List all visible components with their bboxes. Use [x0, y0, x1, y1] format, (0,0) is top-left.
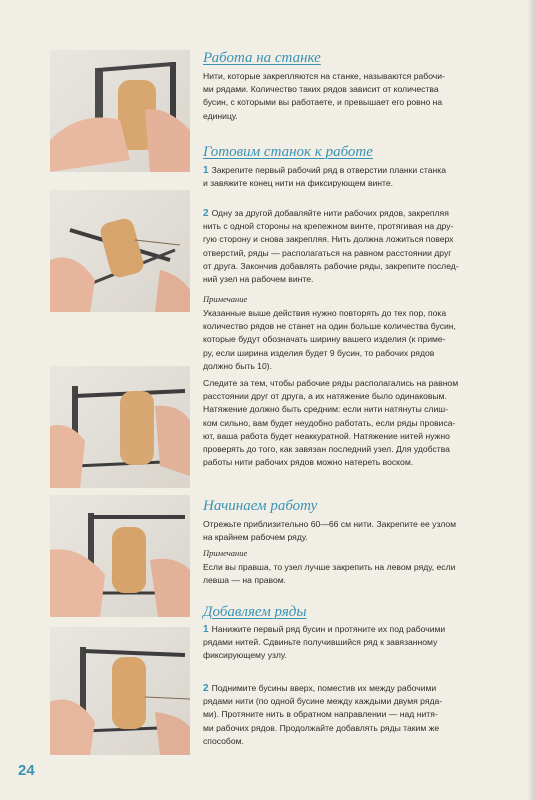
note-label: Примечание: [203, 548, 248, 558]
text-line: расстоянии друг от друга, а их натяжение было одинаковым.: [203, 391, 447, 402]
text-line: ют, ваша работа будет неаккуратной. Натяжение нитей нужно: [203, 430, 450, 441]
loom-illustration: [50, 495, 190, 617]
section-heading-work: Работа на станке: [203, 50, 321, 66]
text-line: фиксирующему узлу.: [203, 650, 287, 661]
loom-illustration: [50, 627, 190, 755]
text-line: Следите за тем, чтобы рабочие ряды располагались на равном: [203, 378, 459, 388]
text-line: способом.: [203, 735, 244, 746]
rows-step-1: [203, 623, 503, 663]
text-line: Отрежьте приблизительно 60—66 см нити. Закрепите ее узлом: [203, 519, 457, 529]
section-heading-prepare: Готовим станок к работе: [203, 144, 373, 160]
text-line: [203, 682, 503, 695]
text-line: которые будут обозначать ширину вашего изделия (к приме-: [203, 334, 446, 345]
text-line: Если вы правша, то узел лучше закрепить на левом ряду, если: [203, 562, 456, 572]
page-fold-shadow: [527, 0, 535, 800]
text-line: на крайнем рабочем ряду.: [203, 532, 308, 543]
loom-photo-1: [50, 50, 190, 172]
text-line: бусин, с которыми вы работаете, и превышает его ровно на: [203, 97, 443, 108]
prepare-step-1: [203, 164, 503, 190]
step-number: 2: [203, 683, 209, 694]
loom-photo-3: [50, 366, 190, 488]
prepare-note: [203, 307, 503, 373]
rows-step-2: [203, 682, 503, 748]
text-line: нить с одной стороны на крепежном винте, протягивая на дру-: [203, 221, 454, 232]
step-text: Одну за другой добавляйте нити рабочих рядов, закрепляя: [211, 208, 449, 218]
section-heading-rows: Добавляем ряды: [203, 604, 307, 620]
text-line: единицу.: [203, 110, 238, 121]
text-line: ми рядами. Количество таких рядов зависит от количества: [203, 84, 439, 95]
text-line: ком сильно, вам будет неудобно работать, если ряды провиса-: [203, 417, 456, 428]
note-label: Примечание: [203, 294, 248, 304]
prepare-step-2: [203, 207, 503, 286]
text-line: левша — на правом.: [203, 575, 287, 586]
text-line: [203, 623, 503, 636]
text-line: ру, если ширина изделия будет 9 бусин, то рабочих рядов: [203, 347, 435, 358]
step-number: 1: [203, 165, 209, 176]
text-line: количество рядов не станет на один больше количества бусин,: [203, 321, 456, 332]
text-line: гую сторону и снова закрепляя. Нить должна ложиться поверх: [203, 234, 454, 245]
begin-note: [203, 561, 503, 587]
text-line: [203, 207, 503, 220]
text-line: Указанные выше действия нужно повторять до тех пор, пока: [203, 308, 447, 318]
work-paragraph: [203, 70, 503, 123]
step-number: 1: [203, 624, 209, 635]
text-line: Натяжение должно быть средним: если нити натянуты слиш-: [203, 404, 449, 415]
text-line: проверять до того, как завязан последний узел. Для удобства: [203, 444, 450, 455]
text-line: от друга. Закончив добавлять рабочие ряды, закрепите послед-: [203, 260, 459, 271]
text-line: [203, 164, 503, 177]
text-line: рядами нитей. Сдвиньте получившийся ряд к завязанному: [203, 637, 438, 648]
prepare-tension-paragraph: [203, 377, 503, 469]
text-line: ми). Протяните нить в обратном направлении — над нитя-: [203, 709, 438, 720]
loom-illustration: [50, 366, 190, 488]
text-line: Нити, которые закрепляются на станке, называются рабочи-: [203, 71, 445, 81]
loom-photo-2: [50, 190, 190, 312]
begin-paragraph: [203, 518, 503, 544]
loom-illustration: [50, 190, 190, 312]
page-number: 24: [18, 762, 35, 779]
step-text: Нанижите первый ряд бусин и протяните их под рабочими: [211, 624, 446, 634]
step-number: 2: [203, 208, 209, 219]
text-line: ний узел на рабочем винте.: [203, 274, 314, 285]
text-line: должно быть 10).: [203, 360, 272, 371]
loom-photo-4: [50, 495, 190, 617]
loom-photo-5: [50, 627, 190, 755]
text-line: и завяжите конец нити на фиксирующем винте.: [203, 178, 394, 189]
loom-illustration: [50, 50, 190, 172]
text-line: ми рабочих рядов. Продолжайте добавлять ряды таким же: [203, 722, 440, 733]
step-text: Закрепите первый рабочий ряд в отверстии планки станка: [211, 165, 446, 175]
step-text: Поднимите бусины вверх, поместив их между рабочими: [211, 683, 437, 693]
text-line: отверстий, ряды — располагаться на равном расстоянии друг: [203, 247, 452, 258]
section-heading-begin: Начинаем работу: [203, 498, 318, 514]
text-line: работы нити рабочих рядов можно натереть воском.: [203, 457, 414, 468]
text-line: рядами нити (по одной бусине между каждыми двумя ряда-: [203, 696, 443, 707]
